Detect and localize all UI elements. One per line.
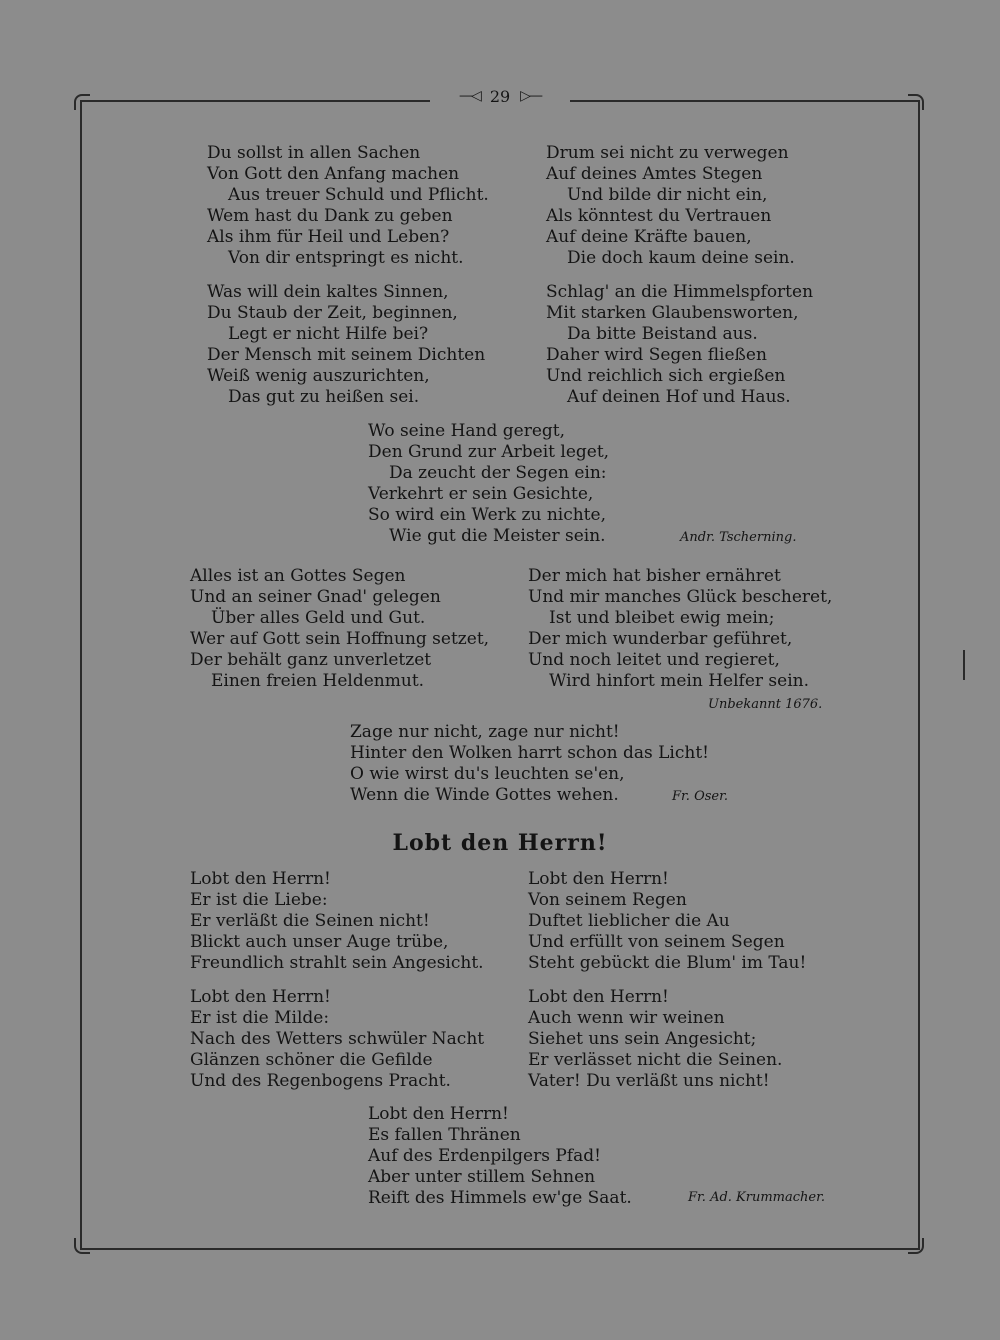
verse-line: Steht gebückt die Blum' im Tau! (528, 953, 807, 973)
verse-line: Lobt den Herrn! (528, 987, 669, 1007)
verse-line: Auch wenn wir weinen (528, 1008, 725, 1028)
verse-line: Aber unter stillem Sehnen (368, 1167, 596, 1187)
verse-line: Auf deines Amtes Stegen (546, 164, 763, 184)
left-ornament-icon: —◁ (459, 88, 480, 104)
verse-line: Und an seiner Gnad' gelegen (190, 587, 441, 607)
verse-line: Siehet uns sein Angesicht; (528, 1029, 757, 1049)
poem1-left-stanza1 (207, 143, 489, 269)
poem4-right-stanza2 (528, 987, 782, 1092)
verse-line: Von Gott den Anfang machen (207, 164, 460, 184)
verse-line: Wenn die Winde Gottes wehen. (350, 785, 619, 805)
verse-line: Wo seine Hand geregt, (368, 421, 566, 441)
verse-line: Und reichlich sich ergießen (546, 366, 786, 386)
verse-line: Über alles Geld und Gut. (211, 608, 426, 628)
poem2-left-stanza (190, 566, 489, 692)
verse-line: Auf deinen Hof und Haus. (567, 387, 791, 407)
poem1-attribution: Andr. Tscherning. (680, 530, 797, 545)
verse-line: Da zeucht der Segen ein: (389, 463, 607, 483)
verse-line: Daher wird Segen fließen (546, 345, 767, 365)
poem4-right-stanza1 (528, 869, 806, 974)
verse-line: Als könntest du Vertrauen (546, 206, 772, 226)
verse-line: Von seinem Regen (528, 890, 687, 910)
verse-line: Und erfüllt von seinem Segen (528, 932, 785, 952)
verse-line: Der Mensch mit seinem Dichten (207, 345, 486, 365)
verse-line: Nach des Wetters schwüler Nacht (190, 1029, 485, 1049)
verse-line: Was will dein kaltes Sinnen, (207, 282, 449, 302)
verse-line: Es fallen Thränen (368, 1125, 521, 1145)
verse-line: Glänzen schöner die Gefilde (190, 1050, 433, 1070)
verse-line: Du Staub der Zeit, beginnen, (207, 303, 458, 323)
page-number: 29 (489, 86, 511, 106)
verse-line: Wie gut die Meister sein. (389, 526, 606, 546)
poem2-right-stanza (528, 566, 832, 692)
verse-line: Zage nur nicht, zage nur nicht! (350, 722, 620, 742)
poem3-attribution: Fr. Oser. (672, 789, 729, 804)
frame-corner-ornament (908, 94, 924, 110)
verse-line: Er ist die Liebe: (190, 890, 328, 910)
verse-line: Und noch leitet und regieret, (528, 650, 780, 670)
verse-line: Den Grund zur Arbeit leget, (368, 442, 610, 462)
verse-line: Hinter den Wolken harrt schon das Licht! (350, 743, 709, 763)
verse-line: Er ist die Milde: (190, 1008, 330, 1028)
verse-line: Alles ist an Gottes Segen (190, 566, 406, 586)
verse-line: O wie wirst du's leuchten se'en, (350, 764, 625, 784)
poem4-attribution: Fr. Ad. Krummacher. (688, 1190, 826, 1205)
verse-line: So wird ein Werk zu nichte, (368, 505, 606, 525)
verse-line: Wer auf Gott sein Hoffnung setzet, (190, 629, 490, 649)
verse-line: Der mich wunderbar geführet, (528, 629, 793, 649)
verse-line: Freundlich strahlt sein Angesicht. (190, 953, 484, 973)
poem1-left-stanza2 (207, 282, 485, 408)
verse-line: Er verlässet nicht die Seinen. (528, 1050, 783, 1070)
verse-line: Lobt den Herrn! (368, 1104, 509, 1124)
verse-line: Als ihm für Heil und Leben? (207, 227, 450, 247)
verse-line: Und des Regenbogens Pracht. (190, 1071, 451, 1091)
verse-line: Wird hinfort mein Helfer sein. (549, 671, 809, 691)
verse-line: Duftet lieblicher die Au (528, 911, 730, 931)
verse-line: Blickt auch unser Auge trübe, (190, 932, 449, 952)
verse-line: Drum sei nicht zu verwegen (546, 143, 789, 163)
scan-mark (963, 650, 965, 680)
frame-corner-ornament (74, 94, 90, 110)
verse-line: Die doch kaum deine sein. (567, 248, 795, 268)
verse-line: Verkehrt er sein Gesichte, (368, 484, 594, 504)
verse-line: Legt er nicht Hilfe bei? (228, 324, 429, 344)
verse-line: Aus treuer Schuld und Pflicht. (228, 185, 489, 205)
verse-line: Er verläßt die Seinen nicht! (190, 911, 430, 931)
verse-line: Wem hast du Dank zu geben (207, 206, 453, 226)
verse-line: Auf deine Kräfte bauen, (546, 227, 752, 247)
poem2-attribution: Unbekannt 1676. (708, 697, 823, 712)
page-header (430, 84, 570, 108)
poem3-stanza (350, 722, 709, 806)
verse-line: Das gut zu heißen sei. (228, 387, 420, 407)
right-ornament-icon: ▷— (520, 88, 541, 104)
verse-line: Mit starken Glaubensworten, (546, 303, 799, 323)
poem1-right-stanza1 (546, 143, 795, 269)
verse-line: Da bitte Beistand aus. (567, 324, 758, 344)
verse-line: Ist und bleibet ewig mein; (549, 608, 775, 628)
poem4-title: Lobt den Herrn! (392, 830, 608, 856)
verse-line: Weiß wenig auszurichten, (207, 366, 430, 386)
verse-line: Vater! Du verläßt uns nicht! (528, 1071, 770, 1091)
verse-line: Der behält ganz unverletzet (190, 650, 432, 670)
poem4-center-stanza (368, 1104, 632, 1209)
frame-corner-ornament (74, 1238, 90, 1254)
verse-line: Schlag' an die Himmelspforten (546, 282, 814, 302)
verse-line: Lobt den Herrn! (190, 987, 331, 1007)
verse-line: Der mich hat bisher ernähret (528, 566, 781, 586)
verse-line: Von dir entspringt es nicht. (228, 248, 464, 268)
poem1-center-stanza (368, 421, 609, 547)
verse-line: Lobt den Herrn! (528, 869, 669, 889)
poem1-right-stanza2 (546, 282, 813, 408)
poem4-left-stanza2 (190, 987, 484, 1092)
frame-corner-ornament (908, 1238, 924, 1254)
verse-line: Lobt den Herrn! (190, 869, 331, 889)
verse-line: Einen freien Heldenmut. (211, 671, 425, 691)
verse-line: Auf des Erdenpilgers Pfad! (368, 1146, 601, 1166)
verse-line: Reift des Himmels ew'ge Saat. (368, 1188, 632, 1208)
poem4-left-stanza1 (190, 869, 484, 974)
verse-line: Und bilde dir nicht ein, (567, 185, 768, 205)
verse-line: Und mir manches Glück bescheret, (528, 587, 833, 607)
verse-line: Du sollst in allen Sachen (207, 143, 421, 163)
